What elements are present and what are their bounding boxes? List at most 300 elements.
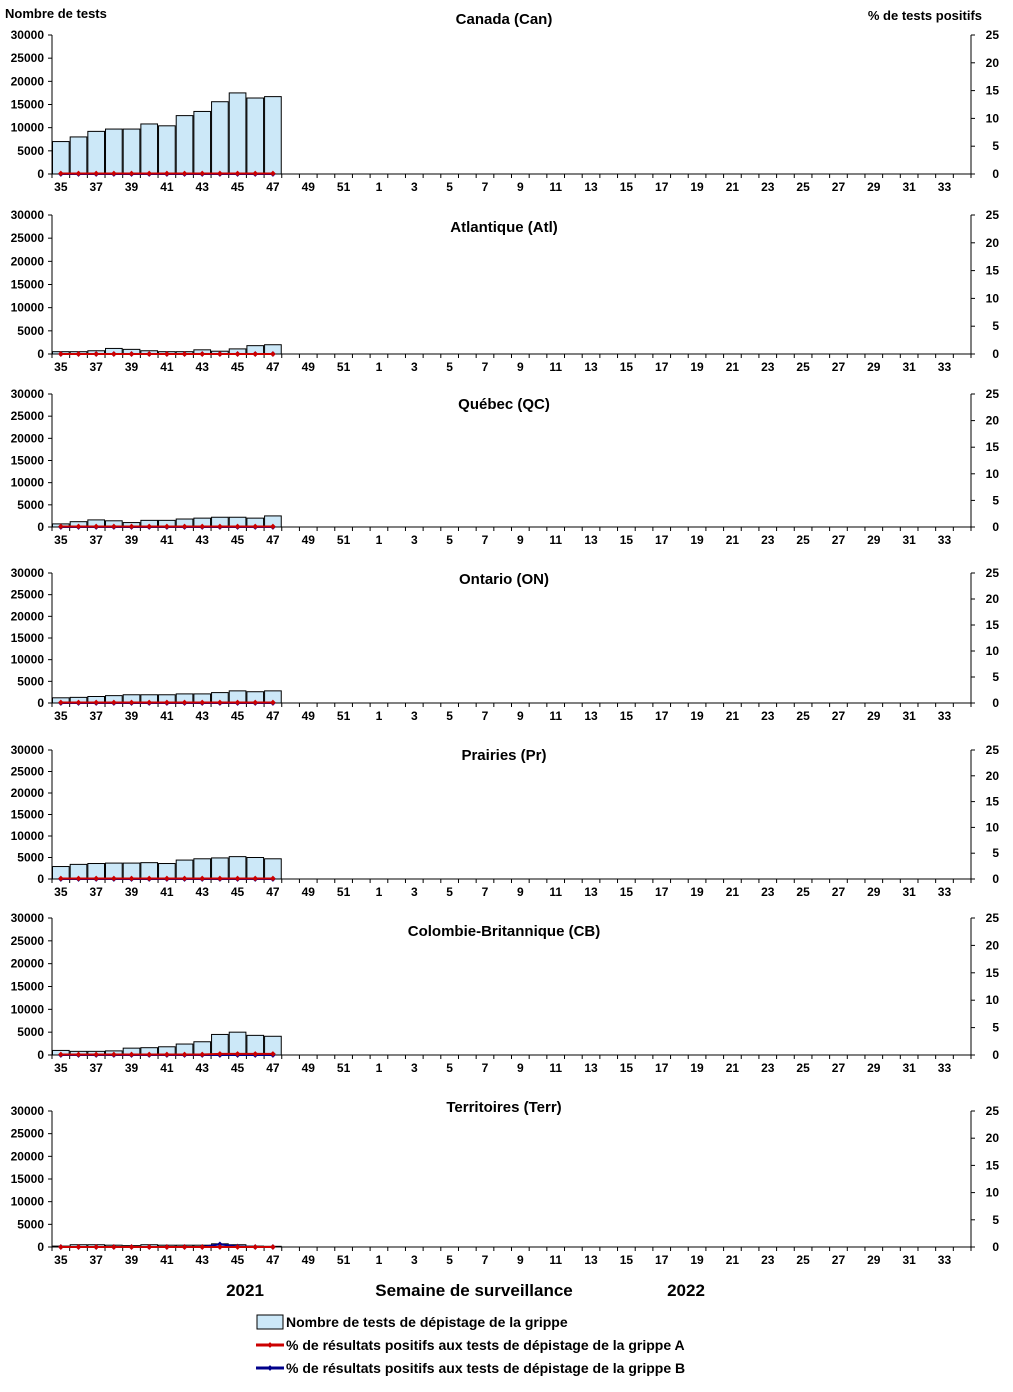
x-tick-label: 11 (549, 360, 563, 374)
x-tick-label: 39 (124, 1061, 139, 1075)
bar-tests (70, 137, 87, 174)
x-tick-label: 21 (725, 180, 740, 194)
bar-tests (53, 142, 70, 174)
x-tick-label: 11 (549, 1061, 563, 1075)
y2-tick-label: 10 (985, 111, 999, 126)
x-tick-label: 35 (54, 709, 68, 723)
bar-tests (123, 129, 140, 174)
x-tick-label: 31 (902, 709, 916, 723)
y-tick-label: 15000 (10, 453, 44, 468)
legend-swatch-marker (267, 1342, 273, 1348)
x-tick-label: 47 (266, 180, 280, 194)
panel-title: Canada (Can) (455, 11, 553, 28)
x-tick-label: 23 (761, 885, 775, 899)
x-tick-label: 11 (549, 709, 563, 723)
x-tick-label: 1 (375, 709, 383, 723)
x-tick-label: 21 (725, 360, 740, 374)
x-tick-label: 37 (89, 533, 103, 547)
x-tick-label: 7 (481, 533, 489, 547)
x-tick-label: 3 (410, 1061, 418, 1075)
y-tick-label: 10000 (10, 1002, 44, 1017)
flu-a-point (58, 1244, 64, 1250)
y-tick-label: 5000 (17, 323, 44, 338)
y-tick-label: 10000 (10, 120, 44, 135)
x-tick-label: 21 (725, 533, 740, 547)
x-tick-label: 43 (195, 1253, 209, 1267)
x-tick-label: 49 (301, 885, 315, 899)
x-tick-label: 15 (619, 1253, 634, 1267)
bar-tests (176, 116, 193, 174)
x-tick-label: 43 (195, 709, 209, 723)
y-tick-label: 5000 (17, 143, 44, 158)
x-tick-label: 23 (761, 533, 775, 547)
y2-tick-label: 5 (992, 846, 999, 861)
y-tick-label: 30000 (10, 911, 44, 925)
bar-tests (106, 129, 123, 174)
y2-tick-label: 15 (985, 794, 999, 809)
x-tick-label: 45 (230, 1061, 245, 1075)
flu-a-point (129, 1244, 135, 1250)
y-tick-label: 5000 (17, 1217, 44, 1232)
y-tick-label: 20000 (10, 956, 44, 971)
x-tick-label: 13 (584, 180, 598, 194)
y-tick-label: 15000 (10, 979, 44, 994)
y2-tick-label: 25 (985, 387, 999, 401)
y-tick-label: 20000 (10, 74, 44, 89)
x-tick-label: 33 (937, 709, 952, 723)
x-tick-label: 27 (831, 1061, 846, 1075)
x-tick-label: 31 (902, 180, 916, 194)
x-tick-label: 51 (336, 709, 351, 723)
x-tick-label: 39 (124, 180, 139, 194)
y-tick-label: 20000 (10, 431, 44, 446)
x-tick-label: 21 (725, 1061, 740, 1075)
x-tick-label: 13 (584, 709, 598, 723)
x-tick-label: 21 (725, 885, 740, 899)
x-tick-label: 13 (584, 1253, 598, 1267)
x-tick-label: 1 (375, 533, 383, 547)
panel-title: Territoires (Terr) (446, 1099, 562, 1116)
x-tick-label: 27 (831, 180, 846, 194)
x-tick-label: 39 (124, 360, 139, 374)
x-tick-label: 5 (446, 533, 453, 547)
y2-tick-label: 20 (985, 235, 999, 250)
legend (256, 1314, 685, 1376)
x-tick-label: 9 (516, 885, 524, 899)
bar-tests (194, 111, 211, 174)
x-tick-label: 33 (937, 533, 952, 547)
x-tick-label: 43 (195, 533, 209, 547)
x-tick-label: 29 (867, 180, 881, 194)
x-tick-label: 33 (937, 885, 952, 899)
x-tick-label: 41 (160, 180, 174, 194)
x-tick-label: 25 (796, 533, 810, 547)
y-tick-label: 15000 (10, 97, 44, 112)
panel-title: Ontario (ON) (459, 571, 549, 588)
footer-year-right: 2022 (667, 1281, 705, 1300)
x-tick-label: 17 (655, 709, 669, 723)
x-tick-label: 47 (266, 1253, 280, 1267)
x-tick-label: 49 (301, 180, 315, 194)
x-tick-label: 19 (690, 533, 704, 547)
x-tick-label: 15 (619, 1061, 634, 1075)
y2-tick-label: 15 (985, 83, 999, 98)
x-tick-label: 9 (516, 1253, 524, 1267)
y2-tick-label: 25 (985, 911, 999, 925)
y2-tick-label: 15 (985, 440, 999, 455)
y-tick-label: 30000 (10, 1104, 44, 1118)
x-tick-label: 17 (655, 1061, 669, 1075)
panel-5 (11, 911, 1000, 1075)
y-tick-label: 20000 (10, 609, 44, 624)
x-tick-label: 29 (867, 1061, 881, 1075)
x-tick-label: 9 (516, 180, 524, 194)
x-tick-label: 3 (410, 180, 418, 194)
x-tick-label: 45 (230, 533, 245, 547)
x-tick-label: 35 (54, 533, 68, 547)
y2-tick-label: 25 (985, 1104, 999, 1118)
y-tick-label: 25000 (10, 1126, 44, 1141)
x-tick-label: 31 (902, 1253, 916, 1267)
x-tick-label: 17 (655, 360, 669, 374)
x-tick-label: 13 (584, 360, 598, 374)
x-tick-label: 9 (516, 1061, 524, 1075)
x-tick-label: 37 (89, 1253, 103, 1267)
x-tick-label: 15 (619, 360, 634, 374)
panel-6 (11, 1099, 1000, 1267)
y-tick-label: 30000 (10, 743, 44, 757)
bar-tests (265, 97, 282, 174)
panel-4 (11, 743, 1000, 899)
x-tick-label: 25 (796, 1253, 810, 1267)
x-tick-label: 17 (655, 885, 669, 899)
x-tick-label: 7 (481, 180, 489, 194)
x-tick-label: 23 (761, 180, 775, 194)
right-axis-label: % de tests positifs (867, 8, 982, 23)
x-tick-label: 21 (725, 1253, 740, 1267)
x-tick-label: 27 (831, 885, 846, 899)
y2-tick-label: 20 (985, 592, 999, 606)
panel-0 (11, 11, 1000, 194)
x-tick-label: 29 (867, 533, 881, 547)
x-tick-label: 33 (937, 1061, 952, 1075)
x-tick-label: 27 (831, 533, 846, 547)
x-tick-label: 3 (410, 709, 418, 723)
y-tick-label: 5000 (17, 497, 44, 512)
x-tick-label: 33 (937, 1253, 952, 1267)
x-tick-label: 23 (761, 1061, 775, 1075)
x-tick-label: 15 (619, 533, 634, 547)
legend-label: % de résultats positifs aux tests de dépistage de la grippe B (286, 1360, 686, 1376)
y-tick-label: 5000 (17, 1025, 44, 1040)
panel-1 (11, 208, 1000, 374)
x-tick-label: 41 (160, 1061, 174, 1075)
y-tick-label: 20000 (10, 1149, 44, 1164)
x-tick-label: 5 (446, 1061, 453, 1075)
x-tick-label: 5 (446, 709, 453, 723)
x-tick-label: 45 (230, 1253, 245, 1267)
x-tick-label: 51 (336, 533, 351, 547)
x-tick-label: 51 (336, 1061, 351, 1075)
x-tick-label: 31 (902, 533, 916, 547)
x-tick-label: 17 (655, 180, 669, 194)
x-tick-label: 25 (796, 885, 810, 899)
y2-tick-label: 10 (985, 644, 999, 658)
x-tick-label: 31 (902, 1061, 916, 1075)
x-tick-label: 1 (375, 180, 383, 194)
x-tick-label: 7 (481, 709, 489, 723)
x-tick-label: 7 (481, 1061, 489, 1075)
y2-tick-label: 0 (992, 347, 999, 361)
x-tick-label: 49 (301, 709, 315, 723)
y2-tick-label: 20 (985, 413, 999, 428)
x-tick-label: 11 (549, 1253, 563, 1267)
x-tick-label: 5 (446, 180, 453, 194)
x-tick-label: 35 (54, 180, 68, 194)
x-tick-label: 35 (54, 360, 68, 374)
x-tick-label: 49 (301, 1061, 315, 1075)
y2-tick-label: 25 (985, 28, 999, 42)
x-tick-label: 19 (690, 885, 704, 899)
legend-label: % de résultats positifs aux tests de dépistage de la grippe A (286, 1337, 685, 1353)
y-tick-label: 25000 (10, 587, 44, 602)
panel-title: Québec (QC) (458, 396, 550, 413)
x-tick-label: 41 (160, 709, 174, 723)
y2-tick-label: 10 (985, 291, 999, 306)
y2-tick-label: 5 (992, 670, 999, 684)
y-tick-label: 25000 (10, 51, 44, 66)
y2-tick-label: 10 (985, 993, 999, 1008)
y2-tick-label: 0 (992, 1240, 999, 1254)
x-tick-label: 39 (124, 1253, 139, 1267)
panel-title: Prairies (Pr) (461, 747, 547, 764)
y-tick-label: 0 (37, 1240, 44, 1254)
y-tick-label: 25000 (10, 933, 44, 948)
x-tick-label: 13 (584, 1061, 598, 1075)
x-tick-label: 13 (584, 885, 598, 899)
y2-tick-label: 0 (992, 167, 999, 181)
y2-tick-label: 5 (992, 319, 999, 334)
flu-a-point (252, 1244, 258, 1250)
y-tick-label: 25000 (10, 231, 44, 246)
y-tick-label: 25000 (10, 409, 44, 424)
x-tick-label: 37 (89, 1061, 103, 1075)
x-tick-label: 39 (124, 709, 139, 723)
y2-tick-label: 20 (985, 768, 999, 783)
y2-tick-label: 15 (985, 263, 999, 278)
y2-tick-label: 20 (985, 1131, 999, 1146)
x-tick-label: 1 (375, 1253, 383, 1267)
y2-tick-label: 15 (985, 1158, 999, 1173)
x-tick-label: 49 (301, 360, 315, 374)
bar-tests (159, 126, 176, 174)
y-tick-label: 20000 (10, 786, 44, 800)
panel-title: Colombie-Britannique (CB) (407, 923, 601, 940)
y2-tick-label: 0 (992, 520, 999, 534)
bar-tests (88, 131, 105, 174)
x-tick-label: 9 (516, 533, 524, 547)
x-tick-label: 31 (902, 885, 916, 899)
y-tick-label: 15000 (10, 631, 44, 645)
y-tick-label: 10000 (10, 829, 44, 843)
x-tick-label: 7 (481, 360, 489, 374)
x-tick-label: 35 (54, 1253, 68, 1267)
y-tick-label: 30000 (10, 387, 44, 401)
x-tick-label: 1 (375, 1061, 383, 1075)
bar-tests (247, 98, 264, 174)
x-tick-label: 45 (230, 885, 245, 899)
y2-tick-label: 20 (985, 938, 999, 953)
flu-a-point (270, 1244, 276, 1250)
x-tick-label: 25 (796, 1061, 810, 1075)
y2-tick-label: 25 (985, 743, 999, 757)
y-tick-label: 10000 (10, 652, 44, 667)
x-tick-label: 9 (516, 709, 524, 723)
x-tick-label: 49 (301, 1253, 315, 1267)
bar-tests (141, 124, 158, 174)
y2-tick-label: 10 (985, 1185, 999, 1200)
x-tick-label: 7 (481, 1253, 489, 1267)
y2-tick-label: 0 (992, 696, 999, 710)
x-tick-label: 15 (619, 180, 634, 194)
y2-tick-label: 5 (992, 1212, 999, 1227)
x-tick-label: 27 (831, 1253, 846, 1267)
y-tick-label: 0 (37, 1048, 44, 1062)
x-tick-label: 45 (230, 360, 245, 374)
x-tick-label: 15 (619, 709, 634, 723)
x-tick-label: 47 (266, 533, 280, 547)
y-tick-label: 15000 (10, 807, 44, 822)
y-tick-label: 10000 (10, 475, 44, 490)
x-tick-label: 5 (446, 360, 453, 374)
x-tick-label: 29 (867, 360, 881, 374)
y-tick-label: 0 (37, 347, 44, 361)
x-tick-label: 19 (690, 1253, 704, 1267)
x-tick-label: 43 (195, 180, 209, 194)
x-tick-label: 37 (89, 360, 103, 374)
y-tick-label: 5000 (17, 674, 44, 689)
x-tick-label: 5 (446, 1253, 453, 1267)
y-tick-label: 0 (37, 520, 44, 534)
x-tick-label: 7 (481, 885, 489, 899)
x-tick-label: 39 (124, 533, 139, 547)
x-tick-label: 37 (89, 180, 103, 194)
x-tick-label: 47 (266, 885, 280, 899)
x-tick-label: 19 (690, 709, 704, 723)
x-tick-label: 23 (761, 709, 775, 723)
x-tick-label: 43 (195, 885, 209, 899)
x-tick-label: 41 (160, 533, 174, 547)
x-tick-label: 37 (89, 709, 103, 723)
y-tick-label: 0 (37, 167, 44, 181)
x-tick-label: 11 (549, 533, 563, 547)
x-tick-label: 19 (690, 1061, 704, 1075)
y2-tick-label: 0 (992, 872, 999, 886)
y2-tick-label: 25 (985, 208, 999, 222)
panel-3 (11, 566, 1000, 723)
y-tick-label: 0 (37, 696, 44, 710)
x-tick-label: 47 (266, 709, 280, 723)
x-tick-label: 45 (230, 180, 245, 194)
x-tick-label: 5 (446, 885, 453, 899)
legend-swatch-bar (257, 1315, 283, 1329)
x-tick-label: 23 (761, 360, 775, 374)
x-tick-label: 3 (410, 1253, 418, 1267)
legend-label: Nombre de tests de dépistage de la grippe (286, 1314, 568, 1330)
panel-2 (11, 387, 1000, 547)
x-tick-label: 51 (336, 1253, 351, 1267)
x-tick-label: 45 (230, 709, 245, 723)
x-tick-label: 25 (796, 709, 810, 723)
x-tick-label: 35 (54, 885, 68, 899)
y-tick-label: 20000 (10, 254, 44, 269)
x-tick-label: 17 (655, 533, 669, 547)
x-tick-label: 37 (89, 885, 103, 899)
y2-tick-label: 20 (985, 55, 999, 70)
x-tick-label: 27 (831, 709, 846, 723)
x-tick-label: 3 (410, 885, 418, 899)
x-tick-label: 11 (549, 180, 563, 194)
panels (11, 11, 1000, 1267)
x-tick-label: 21 (725, 709, 740, 723)
footer-year-left: 2021 (226, 1281, 264, 1300)
y-tick-label: 15000 (10, 277, 44, 292)
x-tick-label: 41 (160, 1253, 174, 1267)
x-tick-label: 47 (266, 360, 280, 374)
y-tick-label: 15000 (10, 1172, 44, 1186)
x-tick-label: 51 (336, 885, 351, 899)
x-tick-label: 13 (584, 533, 598, 547)
y2-tick-label: 15 (985, 965, 999, 980)
bar-tests (229, 93, 246, 174)
x-tick-label: 1 (375, 885, 383, 899)
y-tick-label: 0 (37, 872, 44, 886)
bar-tests (212, 102, 229, 174)
left-axis-label: Nombre de tests (5, 6, 107, 21)
x-tick-label: 19 (690, 360, 704, 374)
y-tick-label: 30000 (10, 566, 44, 580)
x-tick-label: 29 (867, 709, 881, 723)
y2-tick-label: 0 (992, 1048, 999, 1062)
y2-tick-label: 5 (992, 139, 999, 154)
x-tick-label: 43 (195, 360, 209, 374)
x-tick-label: 17 (655, 1253, 669, 1267)
x-tick-label: 41 (160, 885, 174, 899)
x-tick-label: 39 (124, 885, 139, 899)
x-tick-label: 33 (937, 360, 952, 374)
x-tick-label: 47 (266, 1061, 280, 1075)
x-tick-label: 31 (902, 360, 916, 374)
y-tick-label: 10000 (10, 300, 44, 315)
y-tick-label: 30000 (10, 208, 44, 222)
footer-xlabel: Semaine de surveillance (375, 1281, 573, 1300)
y-tick-label: 5000 (17, 850, 44, 865)
y2-tick-label: 15 (985, 618, 999, 632)
y2-tick-label: 5 (992, 1020, 999, 1035)
x-tick-label: 43 (195, 1061, 209, 1075)
x-tick-label: 27 (831, 360, 846, 374)
x-tick-label: 35 (54, 1061, 68, 1075)
x-tick-label: 3 (410, 533, 418, 547)
y-tick-label: 25000 (10, 764, 44, 779)
x-tick-label: 33 (937, 180, 952, 194)
x-tick-label: 9 (516, 360, 524, 374)
x-tick-label: 25 (796, 360, 810, 374)
y2-tick-label: 10 (985, 466, 999, 481)
y-tick-label: 30000 (10, 28, 44, 42)
x-tick-label: 51 (336, 180, 351, 194)
x-tick-label: 25 (796, 180, 810, 194)
